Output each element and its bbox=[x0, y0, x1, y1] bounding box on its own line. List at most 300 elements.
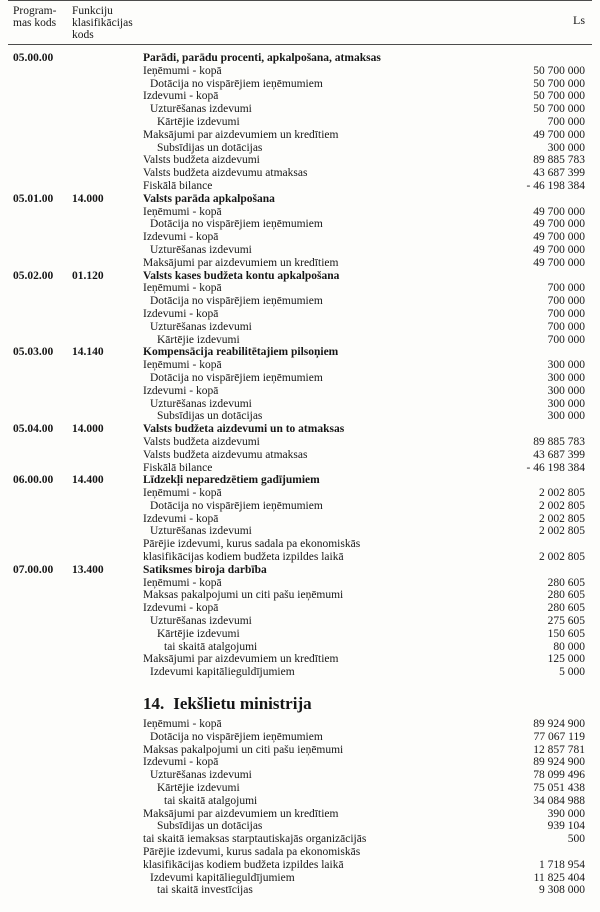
program-title-row bbox=[13, 564, 585, 577]
budget-line-row bbox=[13, 551, 585, 564]
row-label: Valsts budžeta aizdevumu atmaksas bbox=[143, 448, 308, 461]
function-code bbox=[72, 244, 143, 257]
function-code bbox=[72, 808, 143, 821]
row-value: 78 099 496 bbox=[533, 769, 585, 782]
function-code: 13.400 bbox=[72, 563, 104, 576]
budget-line-row bbox=[13, 398, 585, 411]
row-label: Kārtējie izdevumi bbox=[157, 115, 240, 128]
program-code bbox=[13, 65, 72, 78]
row-label: Maksājumi par aizdevumiem un kredītiem bbox=[143, 807, 339, 820]
program-code bbox=[13, 577, 72, 590]
program-code bbox=[13, 449, 72, 462]
budget-line-row bbox=[13, 820, 585, 833]
budget-line-row bbox=[13, 180, 585, 193]
row-value: 300 000 bbox=[547, 141, 585, 154]
row-label: Izdevumi - kopā bbox=[143, 231, 219, 244]
program-code bbox=[13, 859, 72, 872]
budget-line-row bbox=[13, 808, 585, 821]
row-label: klasifikācijas kodiem budžeta izpildes laikā bbox=[143, 551, 344, 564]
budget-line-row bbox=[13, 167, 585, 180]
row-value: 300 000 bbox=[547, 384, 585, 397]
budget-line-row bbox=[13, 129, 585, 142]
budget-line-row bbox=[13, 666, 585, 679]
row-label: klasifikācijas kodiem budžeta izpildes laikā bbox=[143, 858, 344, 871]
row-label: Kārtējie izdevumi bbox=[157, 782, 240, 795]
function-code bbox=[72, 872, 143, 885]
program-code bbox=[13, 846, 72, 859]
row-value: 50 700 000 bbox=[533, 90, 585, 103]
program-code bbox=[13, 795, 72, 808]
function-code bbox=[72, 833, 143, 846]
program-code bbox=[13, 769, 72, 782]
row-value: 2 002 805 bbox=[539, 487, 585, 500]
row-value: 390 000 bbox=[547, 807, 585, 820]
budget-line-row bbox=[13, 589, 585, 602]
budget-line-row bbox=[13, 525, 585, 538]
program-code bbox=[13, 602, 72, 615]
function-code bbox=[72, 769, 143, 782]
program-code bbox=[13, 513, 72, 526]
function-code: 14.400 bbox=[72, 474, 104, 487]
row-label: Uzturēšanas izdevumi bbox=[150, 615, 252, 628]
program-code bbox=[13, 884, 72, 897]
row-value: 12 857 781 bbox=[533, 743, 585, 756]
row-value: 80 000 bbox=[553, 640, 585, 653]
program-code: 05.00.00 bbox=[13, 52, 54, 64]
row-value: 280 605 bbox=[547, 576, 585, 589]
ministry-name: Iekšlietu ministrija bbox=[173, 694, 312, 714]
program-code bbox=[13, 718, 72, 731]
program-code bbox=[13, 615, 72, 628]
row-value: - 46 198 384 bbox=[526, 461, 585, 474]
budget-line-row bbox=[13, 116, 585, 129]
row-label: Pārējie izdevumi, kurus sadala pa ekonomiskās bbox=[143, 846, 361, 859]
budget-line-row bbox=[13, 385, 585, 398]
row-label: Dotācija no vispārējiem ieņēmumiem bbox=[150, 499, 323, 512]
function-code bbox=[72, 589, 143, 602]
function-code bbox=[72, 666, 143, 679]
header-function-code-line2: klasifikācijas bbox=[72, 17, 133, 29]
function-code bbox=[72, 577, 143, 590]
program-code: 05.03.00 bbox=[13, 346, 54, 359]
function-code: 01.120 bbox=[72, 269, 104, 282]
program-title: Līdzekļi neparedzētiem gadījumiem bbox=[143, 474, 320, 487]
program-title: Kompensācija reabilitētajiem pilsoņiem bbox=[143, 346, 339, 359]
budget-line-row bbox=[13, 872, 585, 885]
function-code bbox=[72, 206, 143, 219]
program-code: 07.00.00 bbox=[13, 563, 54, 576]
function-code bbox=[72, 525, 143, 538]
row-label: Ieņēmumi - kopā bbox=[143, 64, 222, 77]
row-label: Uzturēšanas izdevumi bbox=[150, 103, 252, 116]
row-label: Fiskālā bilance bbox=[143, 461, 213, 474]
program-title-row bbox=[13, 270, 585, 283]
program-code bbox=[13, 410, 72, 423]
budget-line-row bbox=[13, 142, 585, 155]
row-label: tai skaitā atalgojumi bbox=[164, 640, 258, 653]
budget-line-row bbox=[13, 206, 585, 219]
row-value: 11 825 404 bbox=[533, 871, 585, 884]
row-label: Maksājumi par aizdevumiem un kredītiem bbox=[143, 653, 339, 666]
function-code bbox=[72, 398, 143, 411]
budget-rows bbox=[0, 45, 600, 679]
budget-line-row bbox=[13, 90, 585, 103]
row-label: Ieņēmumi - kopā bbox=[143, 576, 222, 589]
program-code bbox=[13, 398, 72, 411]
ministry-rows bbox=[0, 718, 600, 897]
function-code bbox=[72, 641, 143, 654]
row-label: tai skaitā iemaksas starptautiskajās organizācijās bbox=[143, 833, 367, 846]
row-label: Izdevumi - kopā bbox=[143, 90, 219, 103]
budget-line-row bbox=[13, 884, 585, 897]
function-code bbox=[72, 449, 143, 462]
row-value: 89 924 900 bbox=[533, 718, 585, 731]
row-label: Uzturēšanas izdevumi bbox=[150, 769, 252, 782]
program-title-row bbox=[13, 346, 585, 359]
row-value: 700 000 bbox=[547, 320, 585, 333]
budget-line-row bbox=[13, 308, 585, 321]
row-label: Ieņēmumi - kopā bbox=[143, 282, 222, 295]
program-code bbox=[13, 589, 72, 602]
row-value: 300 000 bbox=[547, 397, 585, 410]
row-label: Ieņēmumi - kopā bbox=[143, 718, 222, 731]
row-label: Ieņēmumi - kopā bbox=[143, 359, 222, 372]
function-code bbox=[72, 334, 143, 347]
row-value: 700 000 bbox=[547, 295, 585, 308]
header-program-code-line2: mas kods bbox=[13, 17, 57, 29]
function-code bbox=[72, 410, 143, 423]
program-code bbox=[13, 666, 72, 679]
header-function-code-line3: kods bbox=[72, 29, 94, 41]
program-code bbox=[13, 731, 72, 744]
row-label: Maksājumi par aizdevumiem un kredītiem bbox=[143, 256, 339, 269]
program-code bbox=[13, 206, 72, 219]
row-value: 89 885 783 bbox=[533, 435, 585, 448]
row-value: 2 002 805 bbox=[539, 525, 585, 538]
program-code: 05.01.00 bbox=[13, 192, 54, 205]
budget-line-row bbox=[13, 513, 585, 526]
function-code bbox=[72, 321, 143, 334]
row-value: 300 000 bbox=[547, 371, 585, 384]
program-code bbox=[13, 525, 72, 538]
budget-line-row bbox=[13, 782, 585, 795]
program-title-row bbox=[13, 193, 585, 206]
row-label: Ieņēmumi - kopā bbox=[143, 487, 222, 500]
function-code bbox=[72, 385, 143, 398]
row-value: 700 000 bbox=[547, 282, 585, 295]
row-value: 50 700 000 bbox=[533, 64, 585, 77]
budget-line-row bbox=[13, 795, 585, 808]
program-code bbox=[13, 462, 72, 475]
header-program-code bbox=[13, 5, 72, 41]
row-value: 939 104 bbox=[547, 820, 585, 833]
row-label: Maksājumi par aizdevumiem un kredītiem bbox=[143, 128, 339, 141]
function-code bbox=[72, 154, 143, 167]
ministry-heading bbox=[13, 693, 585, 714]
row-value: - 46 198 384 bbox=[526, 179, 585, 192]
program-code bbox=[13, 244, 72, 257]
function-code bbox=[72, 615, 143, 628]
row-label: Valsts budžeta aizdevumi bbox=[143, 435, 260, 448]
budget-line-row bbox=[13, 103, 585, 116]
program-code bbox=[13, 142, 72, 155]
row-label: Dotācija no vispārējiem ieņēmumiem bbox=[150, 218, 323, 231]
program-code bbox=[13, 308, 72, 321]
row-value: 89 885 783 bbox=[533, 154, 585, 167]
program-title: Valsts kases budžeta kontu apkalpošana bbox=[143, 269, 340, 282]
row-value: 300 000 bbox=[547, 410, 585, 423]
program-code bbox=[13, 833, 72, 846]
row-value: 700 000 bbox=[547, 115, 585, 128]
row-label: Valsts budžeta aizdevumi bbox=[143, 154, 260, 167]
budget-line-row bbox=[13, 436, 585, 449]
row-value: 2 002 805 bbox=[539, 551, 585, 564]
function-code bbox=[72, 218, 143, 231]
program-title: Parādi, parādu procenti, apkalpošana, atmaksas bbox=[143, 52, 381, 64]
row-label: Dotācija no vispārējiem ieņēmumiem bbox=[150, 730, 323, 743]
program-code bbox=[13, 116, 72, 129]
function-code bbox=[72, 103, 143, 116]
row-value: 89 924 900 bbox=[533, 756, 585, 769]
row-value: 275 605 bbox=[547, 615, 585, 628]
row-label: Subsīdijas un dotācijas bbox=[157, 141, 263, 154]
function-code bbox=[72, 795, 143, 808]
program-code bbox=[13, 872, 72, 885]
row-value: 49 700 000 bbox=[533, 205, 585, 218]
table-header bbox=[0, 1, 600, 44]
program-code bbox=[13, 167, 72, 180]
row-value: 125 000 bbox=[547, 653, 585, 666]
row-label: Subsīdijas un dotācijas bbox=[157, 410, 263, 423]
row-label: Uzturēšanas izdevumi bbox=[150, 243, 252, 256]
row-label: Pārējie izdevumi, kurus sadala pa ekonomiskās bbox=[143, 538, 361, 551]
budget-line-row bbox=[13, 500, 585, 513]
row-label: tai skaitā atalgojumi bbox=[164, 794, 258, 807]
row-value: 2 002 805 bbox=[539, 499, 585, 512]
row-value: 500 bbox=[567, 833, 585, 846]
function-code bbox=[72, 628, 143, 641]
budget-line-row bbox=[13, 462, 585, 475]
function-code bbox=[72, 500, 143, 513]
budget-line-row bbox=[13, 846, 585, 859]
function-code bbox=[72, 359, 143, 372]
row-label: tai skaitā investīcijas bbox=[157, 884, 253, 897]
program-code bbox=[13, 231, 72, 244]
ministry-number: 14. bbox=[143, 694, 165, 714]
budget-line-row bbox=[13, 282, 585, 295]
row-value: 150 605 bbox=[547, 627, 585, 640]
row-value: 75 051 438 bbox=[533, 782, 585, 795]
function-code: 14.000 bbox=[72, 423, 104, 436]
program-code bbox=[13, 782, 72, 795]
function-code bbox=[72, 731, 143, 744]
function-code bbox=[72, 462, 143, 475]
program-code bbox=[13, 538, 72, 551]
budget-line-row bbox=[13, 65, 585, 78]
program-code bbox=[13, 295, 72, 308]
row-label: Izdevumi - kopā bbox=[143, 307, 219, 320]
header-program-code-line1: Program- bbox=[13, 5, 57, 17]
row-label: Uzturēšanas izdevumi bbox=[150, 525, 252, 538]
budget-line-row bbox=[13, 359, 585, 372]
row-value: 43 687 399 bbox=[533, 167, 585, 180]
function-code bbox=[72, 116, 143, 129]
function-code bbox=[72, 257, 143, 270]
program-code bbox=[13, 385, 72, 398]
row-label: Izdevumi - kopā bbox=[143, 602, 219, 615]
row-value: 280 605 bbox=[547, 589, 585, 602]
row-value: 700 000 bbox=[547, 307, 585, 320]
budget-line-row bbox=[13, 257, 585, 270]
program-title-row bbox=[13, 52, 585, 65]
program-title: Valsts budžeta aizdevumi un to atmaksas bbox=[143, 423, 345, 436]
function-code bbox=[72, 744, 143, 757]
function-code bbox=[72, 308, 143, 321]
program-code bbox=[13, 628, 72, 641]
row-label: Izdevumi - kopā bbox=[143, 384, 219, 397]
row-label: Subsīdijas un dotācijas bbox=[157, 820, 263, 833]
row-label: Izdevumi kapitālieguldījumiem bbox=[150, 871, 295, 884]
program-code bbox=[13, 103, 72, 116]
program-code bbox=[13, 744, 72, 757]
function-code bbox=[72, 718, 143, 731]
program-code bbox=[13, 282, 72, 295]
row-value: 49 700 000 bbox=[533, 243, 585, 256]
row-label: Maksas pakalpojumi un citi pašu ieņēmumi bbox=[143, 743, 344, 756]
program-code bbox=[13, 321, 72, 334]
budget-line-row bbox=[13, 859, 585, 872]
program-code bbox=[13, 90, 72, 103]
program-code bbox=[13, 820, 72, 833]
budget-line-row bbox=[13, 744, 585, 757]
program-code bbox=[13, 129, 72, 142]
function-code: 14.140 bbox=[72, 346, 104, 359]
function-code bbox=[72, 142, 143, 155]
program-code bbox=[13, 436, 72, 449]
row-value: 2 002 805 bbox=[539, 512, 585, 525]
program-code: 05.02.00 bbox=[13, 269, 54, 282]
row-label: Ieņēmumi - kopā bbox=[143, 205, 222, 218]
function-code bbox=[72, 653, 143, 666]
program-code: 06.00.00 bbox=[13, 474, 54, 487]
function-code bbox=[72, 859, 143, 872]
row-value: 9 308 000 bbox=[539, 884, 585, 897]
row-label: Dotācija no vispārējiem ieņēmumiem bbox=[150, 371, 323, 384]
function-code bbox=[72, 90, 143, 103]
program-code: 05.04.00 bbox=[13, 423, 54, 436]
program-title: Satiksmes biroja darbība bbox=[143, 563, 267, 576]
function-code bbox=[72, 65, 143, 78]
program-title: Valsts parāda apkalpošana bbox=[143, 192, 275, 205]
budget-line-row bbox=[13, 653, 585, 666]
budget-line-row bbox=[13, 769, 585, 782]
budget-line-row bbox=[13, 231, 585, 244]
row-label: Fiskālā bilance bbox=[143, 179, 213, 192]
program-code bbox=[13, 334, 72, 347]
function-code bbox=[72, 436, 143, 449]
row-value: 77 067 119 bbox=[533, 730, 585, 743]
function-code bbox=[72, 295, 143, 308]
budget-line-row bbox=[13, 244, 585, 257]
budget-line-row bbox=[13, 756, 585, 769]
row-label: Uzturēšanas izdevumi bbox=[150, 320, 252, 333]
function-code bbox=[72, 180, 143, 193]
row-value: 43 687 399 bbox=[533, 448, 585, 461]
budget-line-row bbox=[13, 449, 585, 462]
function-code bbox=[72, 884, 143, 897]
row-label: Uzturēšanas izdevumi bbox=[150, 397, 252, 410]
budget-line-row bbox=[13, 833, 585, 846]
program-code bbox=[13, 78, 72, 91]
program-code bbox=[13, 808, 72, 821]
function-code: 14.000 bbox=[72, 192, 104, 205]
budget-line-row bbox=[13, 78, 585, 91]
program-title-row bbox=[13, 474, 585, 487]
row-value: 700 000 bbox=[547, 333, 585, 346]
row-value: 49 700 000 bbox=[533, 256, 585, 269]
function-code bbox=[72, 513, 143, 526]
row-value: 280 605 bbox=[547, 602, 585, 615]
function-code bbox=[72, 538, 143, 551]
function-code bbox=[72, 602, 143, 615]
budget-line-row bbox=[13, 641, 585, 654]
row-value: 49 700 000 bbox=[533, 218, 585, 231]
row-value: 50 700 000 bbox=[533, 77, 585, 90]
program-code bbox=[13, 257, 72, 270]
header-function-code bbox=[72, 5, 573, 41]
program-code bbox=[13, 641, 72, 654]
function-code bbox=[72, 52, 143, 65]
program-code bbox=[13, 500, 72, 513]
function-code bbox=[72, 78, 143, 91]
function-code bbox=[72, 167, 143, 180]
row-label: Maksas pakalpojumi un citi pašu ieņēmumi bbox=[143, 589, 344, 602]
budget-line-row bbox=[13, 628, 585, 641]
budget-line-row bbox=[13, 372, 585, 385]
program-code bbox=[13, 180, 72, 193]
row-value: 49 700 000 bbox=[533, 231, 585, 244]
program-code bbox=[13, 551, 72, 564]
function-code bbox=[72, 782, 143, 795]
program-code bbox=[13, 756, 72, 769]
program-code bbox=[13, 154, 72, 167]
header-function-code-line1: Funkciju bbox=[72, 5, 113, 17]
program-code bbox=[13, 372, 72, 385]
program-code bbox=[13, 653, 72, 666]
program-code bbox=[13, 359, 72, 372]
row-label: Kārtējie izdevumi bbox=[157, 627, 240, 640]
program-title-row bbox=[13, 423, 585, 436]
row-value: 34 084 988 bbox=[533, 794, 585, 807]
function-code bbox=[72, 820, 143, 833]
header-currency-label: Ls bbox=[573, 13, 585, 27]
function-code bbox=[72, 231, 143, 244]
row-label: Valsts budžeta aizdevumu atmaksas bbox=[143, 167, 308, 180]
row-label: Dotācija no vispārējiem ieņēmumiem bbox=[150, 295, 323, 308]
row-label: Dotācija no vispārējiem ieņēmumiem bbox=[150, 77, 323, 90]
budget-line-row bbox=[13, 410, 585, 423]
budget-line-row bbox=[13, 731, 585, 744]
row-value: 5 000 bbox=[559, 666, 585, 679]
budget-line-row bbox=[13, 334, 585, 347]
program-code bbox=[13, 218, 72, 231]
function-code bbox=[72, 846, 143, 859]
budget-line-row bbox=[13, 718, 585, 731]
function-code bbox=[72, 129, 143, 142]
row-label: Izdevumi - kopā bbox=[143, 756, 219, 769]
row-value: 50 700 000 bbox=[533, 103, 585, 116]
budget-line-row bbox=[13, 538, 585, 551]
